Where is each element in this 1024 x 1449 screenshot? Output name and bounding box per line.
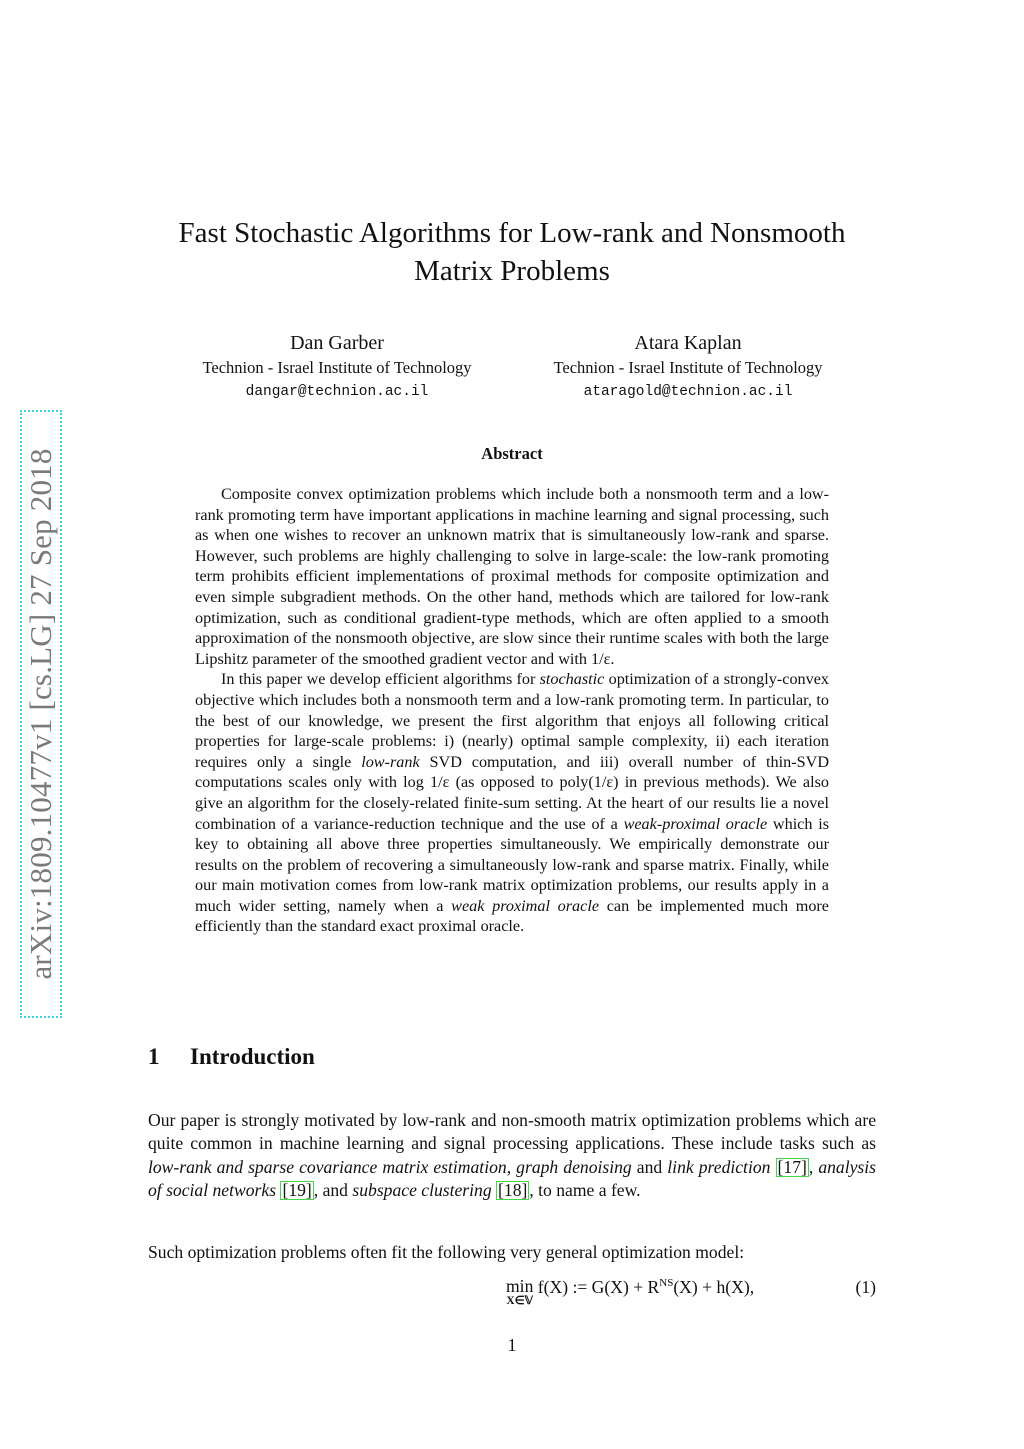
author-name: Dan Garber: [290, 332, 384, 354]
section-title: Introduction: [190, 1044, 315, 1069]
author-affiliation: Technion - Israel Institute of Technology: [553, 358, 823, 377]
author-2: [508, 330, 868, 404]
equation-expression: f(X) := $G(X) + R^{NS}(X) + h(X)$,: [537, 1277, 755, 1297]
author-email: ataragold@technion.ac.il: [583, 384, 793, 400]
paper-title: [150, 214, 874, 290]
author-name: Atara Kaplan: [634, 332, 742, 354]
title-line-1: Fast Stochastic Algorithms for Low-rank and Nonsmooth: [178, 217, 846, 249]
abstract-heading: Abstract: [481, 444, 543, 463]
page-number: 1: [507, 1335, 517, 1355]
author-email: dangar@technion.ac.il: [245, 384, 429, 400]
equation-1: [148, 1275, 876, 1315]
intro-paragraph-2: Such optimization problems often fit the following very general optimization model:: [148, 1242, 745, 1262]
author-1: [157, 330, 517, 404]
arxiv-identifier: arXiv:1809.10477v1 [cs.LG] 27 Sep 2018: [23, 448, 58, 980]
title-line-2: Matrix Problems: [414, 255, 610, 287]
citation-link[interactable]: [19]: [282, 1180, 312, 1201]
citation-link[interactable]: [17]: [777, 1156, 807, 1177]
equation-body: [506, 1277, 754, 1307]
equation-number: (1): [855, 1277, 876, 1297]
section-heading-introduction: [148, 1044, 315, 1070]
intro-paragraph-1: Our paper is strongly motivated by low-rank and non-smooth matrix optimization problems which are quite common in machine learning and signal processing applications. These include tasks such as low-rank and sparse covariance matrix estimation, graph denoising and link prediction [17] , analysis of social networks [19] , and subspace clustering [18] , to name a few.: [148, 1110, 876, 1201]
abstract-paragraph-2: In this paper we develop efficient algorithms for stochastic optimization of a strongly-convex objective which includes both a nonsmooth term and a low-rank promoting term. In particular, to the best of our knowledge, we present the first algorithm that enjoys all following critical properties for large-scale problems: i) (nearly) optimal sample complexity, ii) each iteration requires only a single low-rank SVD computation, and iii) overall number of thin-SVD computations scales only with log 1/ε (as opposed to poly(1/ε) in previous methods). We also give an algorithm for the closely-related finite-sum setting. At the heart of our results lie a novel combination of a variance-reduction technique and the use of a weak-proximal oracle which is key to obtaining all above three properties simultaneously. We empirically demonstrate our results on the problem of recovering a simultaneously low-rank and sparse matrix. Finally, while our main motivation comes from low-rank matrix optimization problems, our results apply in a much wider setting, namely when a weak proximal oracle can be implemented much more efficiently than the standard exact proximal oracle.: [195, 670, 830, 936]
author-affiliation: Technion - Israel Institute of Technology: [202, 358, 472, 377]
abstract-paragraph-1: Composite convex optimization problems which include both a nonsmooth term and a low-rank promoting term have important applications in machine learning and signal processing, such as when one wishes to recover an unknown matrix that is simultaneously low-rank and sparse. However, such problems are highly challenging to solve in large-scale: the low-rank promoting term prohibits efficient implementations of proximal methods for composite optimization and even simple subgradient methods. On the other hand, methods which are tailored for low-rank optimization, such as conditional gradient-type methods, which are often applied to a smooth approximation of the nonsmooth objective, are slow since their runtime scales with both the large Lipshitz parameter of the smoothed gradient vector and with 1/ε.: [195, 485, 829, 668]
equation-min-operator: min X∈𝕍: [506, 1276, 534, 1307]
section-number: 1: [148, 1044, 160, 1069]
citation-link[interactable]: [18]: [498, 1180, 528, 1201]
abstract-body: [195, 484, 829, 937]
